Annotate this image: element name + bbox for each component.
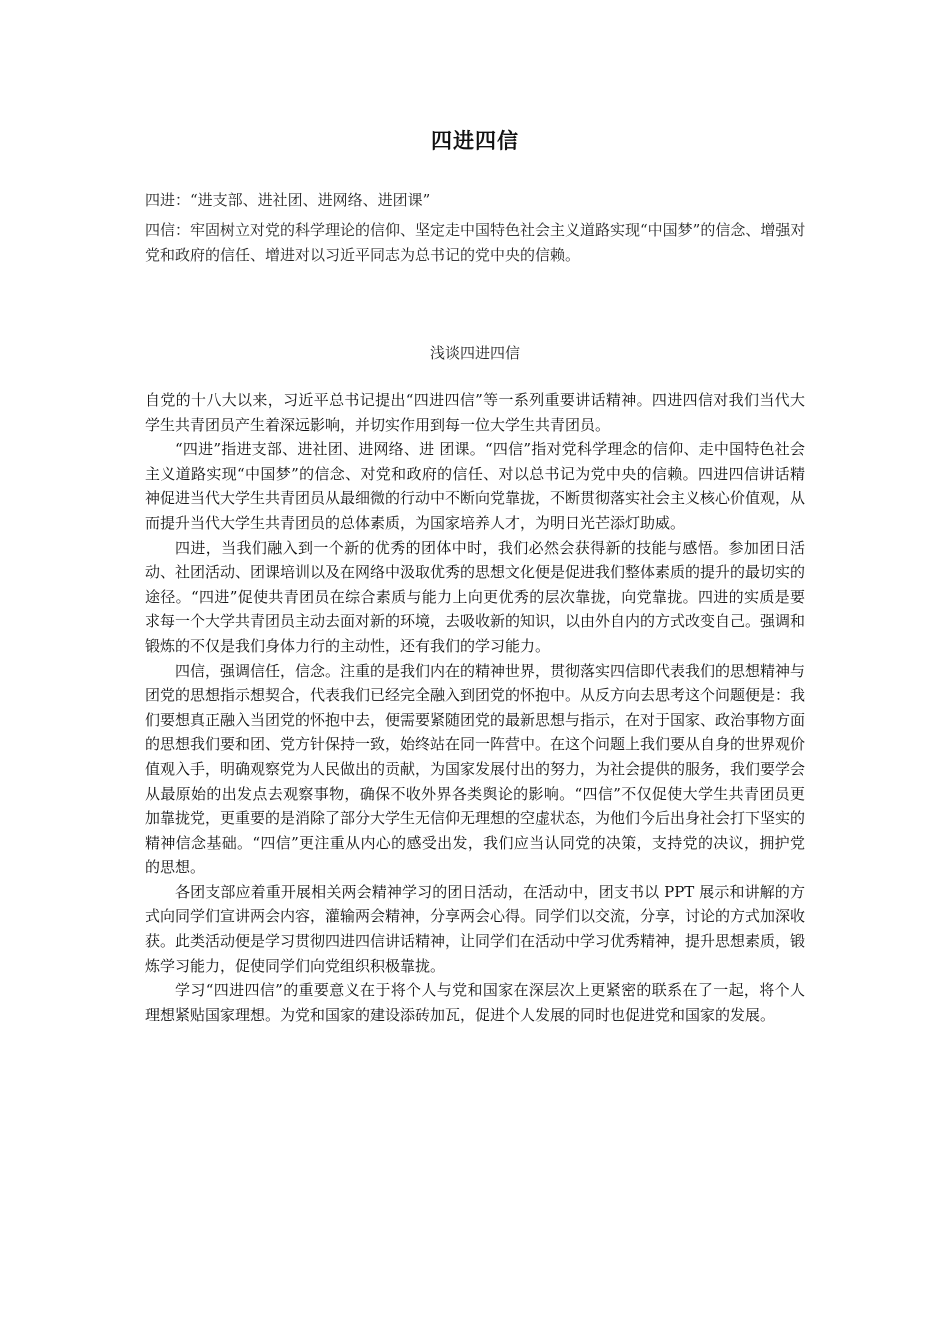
intro-si-jin: 四进：“进支部、进社团、进网络、进团课” <box>145 191 431 209</box>
essay-title: 浅谈四进四信 <box>429 344 520 362</box>
document-title: 四进四信 <box>431 128 519 153</box>
essay-body <box>145 388 805 1027</box>
intro-si-xin: 四信：牢固树立对党的科学理论的信仰、坚定走中国特色社会主义道路实现“中国梦”的信念、增强对党和政府的信任、增进对以习近平同志为总书记的党中央的信赖。 <box>145 221 806 264</box>
paragraph-3: 四进，当我们融入到一个新的优秀的团体中时，我们必然会获得新的技能与感悟。参加团日活动、社团活动、团课培训以及在网络中汲取优秀的思想文化便是促进我们整体素质的提升的最切实的途径。“四进”促使共青团员在综合素质与能力上向更优秀的层次靠拢，向党靠拢。四进的实质是要求每一个大学共青团员主动去面对新的环境，去吸收新的知识，以由外自内的方式改变自己。强调和锻炼的不仅是我们身体力行的主动性，还有我们的学习能力。 <box>145 538 806 655</box>
paragraph-5: 各团支部应着重开展相关两会精神学习的团日活动，在活动中，团支书以 PPT 展示和讲解的方式向同学们宣讲两会内容，灌输两会精神，分享两会心得。同学们以交流，分享，讨论的方式加深收获。此类活动便是学习贯彻四进四信讲话精神，让同学们在活动中学习优秀精神，提升思想素质，锻炼学习能力，促使同学们向党组织积极靠拢。 <box>145 882 806 975</box>
paragraph-6: 学习“四进四信”的重要意义在于将个人与党和国家在深层次上更紧密的联系在了一起，将个人理想紧贴国家理想。为党和国家的建设添砖加瓦，促进个人发展的同时也促进党和国家的发展。 <box>145 981 805 1024</box>
paragraph-4: 四信，强调信任，信念。注重的是我们内在的精神世界，贯彻落实四信即代表我们的思想精神与团党的思想指示想契合，代表我们已经完全融入到团党的怀抱中。从反方向去思考这个问题便是：我们要想真正融入当团党的怀抱中去，便需要紧随团党的最新思想与指示，在对于国家、政治事物方面的思想我们要和团、党方针保持一致，始终站在同一阵营中。在这个问题上我们要从自身的世界观价值观入手，明确观察党为人民做出的贡献，为国家发展付出的努力，为社会提供的服务，我们要学会从最原始的出发点去观察事物，确保不收外界各类舆论的影响。“四信”不仅促使大学生共青团员更加靠拢党，更重要的是消除了部分大学生无信仰无理想的空虚状态，为他们今后出身社会打下坚实的精神信念基础。“四信”更注重从内心的感受出发，我们应当认同党的决策，支持党的决议，拥护党的思想。 <box>145 661 806 877</box>
paragraph-1: 自党的十八大以来，习近平总书记提出“四进四信”等一系列重要讲话精神。四进四信对我们当代大学生共青团员产生着深远影响，并切实作用到每一位大学生共青团员。 <box>145 391 805 434</box>
paragraph-2: “四进”指进支部、进社团、进网络、进 团课。“四信”指对党科学理念的信仰、走中国特色社会主义道路实现“中国梦”的信念、对党和政府的信任、对以总书记为党中央的信赖。四进四信讲话精神促进当代大学生共青团员从最细微的行动中不断向党靠拢，不断贯彻落实社会主义核心价值观，从而提升当代大学生共青团员的总体素质，为国家培养人才，为明日光芒添灯助威。 <box>145 440 806 532</box>
